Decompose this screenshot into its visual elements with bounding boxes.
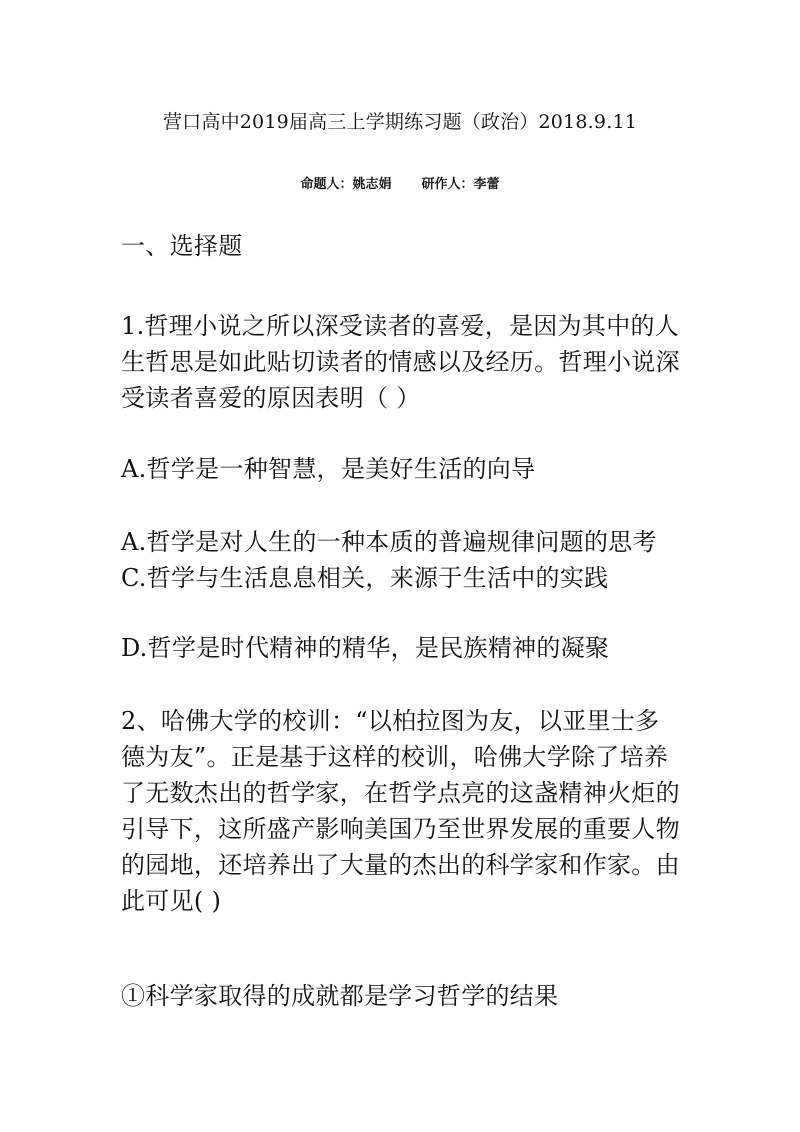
section-heading-text: 一、选择题 bbox=[121, 232, 243, 260]
option-c-text: C.哲学与生活息息相关，来源于生活中的实践 bbox=[121, 564, 609, 592]
statement-1-text: ①科学家取得的成就都是学习哲学的结果 bbox=[121, 982, 559, 1010]
question-1-option-b bbox=[121, 524, 691, 560]
question-2-line: 2、哈佛大学的校训：“以柏拉图为友，以亚里士多 bbox=[121, 707, 660, 735]
question-1-line: 生哲思是如此贴切读者的情感以及经历。哲理小说深 bbox=[121, 348, 680, 376]
question-1-line: 受读者喜爱的原因表明（ ） bbox=[121, 384, 421, 412]
question-2-line: 了无数杰出的哲学家，在哲学点亮的这盏精神火炬的 bbox=[121, 779, 680, 807]
question-2-line: 德为友”。正是基于这样的校训，哈佛大学除了培养 bbox=[121, 743, 669, 771]
question-1-option-c bbox=[121, 560, 691, 596]
question-2-stem bbox=[121, 703, 691, 919]
section-heading bbox=[121, 228, 691, 264]
reviewer-label: 研作人：李蕾 bbox=[421, 177, 500, 192]
question-2-line: 此可见( ) bbox=[121, 887, 222, 915]
question-2-line: 的园地，还培养出了大量的杰出的科学家和作家。由 bbox=[121, 851, 680, 879]
question-1-line: 1.哲理小说之所以深受读者的喜爱，是因为其中的人 bbox=[121, 312, 680, 340]
option-b-text: A.哲学是对人生的一种本质的普遍规律问题的思考 bbox=[121, 528, 657, 556]
question-1-option-d bbox=[121, 630, 691, 666]
question-2-statement-1 bbox=[121, 978, 691, 1014]
option-d-text: D.哲学是时代精神的精华，是民族精神的凝聚 bbox=[121, 634, 610, 662]
question-2-line: 引导下，这所盛产影响美国乃至世界发展的重要人物 bbox=[121, 815, 680, 843]
option-a-text: A.哲学是一种智慧，是美好生活的向导 bbox=[121, 455, 536, 483]
question-1-option-a bbox=[121, 451, 691, 487]
author-label: 命题人：姚志娟 bbox=[300, 177, 392, 192]
question-1-stem bbox=[121, 308, 691, 416]
document-title: 营口高中2019届高三上学期练习题（政治）2018.9.11 bbox=[162, 111, 638, 133]
author-line bbox=[0, 173, 800, 192]
